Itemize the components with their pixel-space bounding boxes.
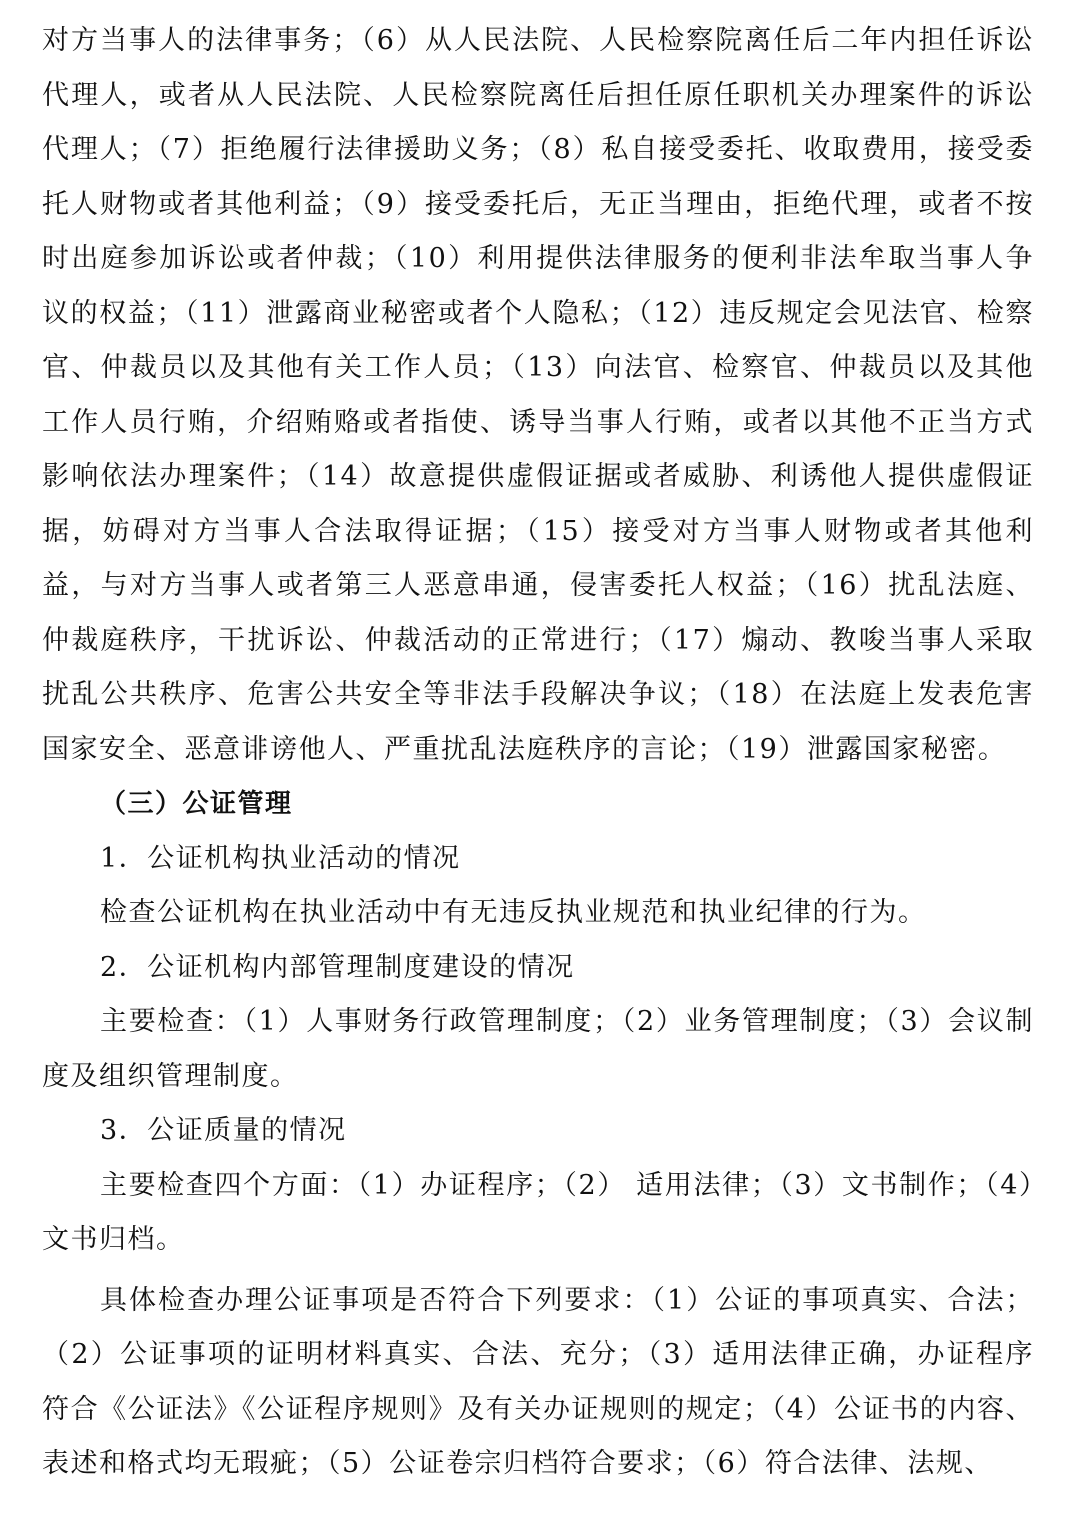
item-3-title: 3．公证质量的情况 [100, 1115, 347, 1146]
item-1-body: 检查公证机构在执业活动中有无违反执业规范和执业纪律的行为。 [100, 897, 927, 928]
item-2-title: 2．公证机构内部管理制度建设的情况 [100, 951, 575, 983]
section-heading-notary-management: （三）公证管理 [100, 789, 293, 819]
item-3-body: 主要检查四个方面：（1）办证程序；（2） 适用法律；（3）文书制作；（4）文书归档。 [42, 1169, 1034, 1255]
item-2-body: 主要检查：（1）人事财务行政管理制度；（2）业务管理制度；（3）会议制度及组织管理制度。 [42, 1006, 1034, 1092]
lawyer-violations-paragraph: 对方当事人的法律事务；（6）从人民法院、人民检察院离任后二年内担任诉讼代理人，或者从人民法院、人民检察院离任后担任原任职机关办理案件的诉讼代理人；（7）拒绝履行法律援助义务；（8）私自接受委托、收取费用，接受委托人财物或者其他利益；（9）接受委托后，无正当理由，拒绝代理，或者不按时出庭参加诉讼或者仲裁；（10）利用提供法律服务的便利非法牟取当事人争议的权益；（11）泄露商业秘密或者个人隐私；（12）违反规定会见法官、检察官、仲裁员以及其他有关工作人员；（13）向法官、检察官、仲裁员以及其他工作人员行贿，介绍贿赂或者指使、诱导当事人行贿，或者以其他不正当方式影响依法办理案件；（14）故意提供虚假证据或者威胁、利诱他人提供虚假证据，妨碍对方当事人合法取得证据；（15）接受对方当事人财物或者其他利益，与对方当事人或者第三人恶意串通，侵害委托人权益；（16）扰乱法庭、仲裁庭秩序，干扰诉讼、仲裁活动的正常进行；（17）煽动、教唆当事人采取扰乱公共秩序、危害公共安全等非法手段解决争议；（18）在法庭上发表危害国家安全、恶意诽谤他人、严重扰乱法庭秩序的言论；（19）泄露国家秘密。 [42, 25, 1034, 765]
item-1-title: 1．公证机构执业活动的情况 [100, 842, 461, 874]
item-3-detail: 具体检查办理公证事项是否符合下列要求：（1）公证的事项真实、合法；（2）公证事项的证明材料真实、合法、充分；（3）适用法律正确，办证程序符合《公证法》《公证程序规则》及有关办证规则的规定；（4）公证书的内容、表述和格式均无瑕疵；（5）公证卷宗归档符合要求；（6）符合法律、法规、 [42, 1284, 1034, 1479]
